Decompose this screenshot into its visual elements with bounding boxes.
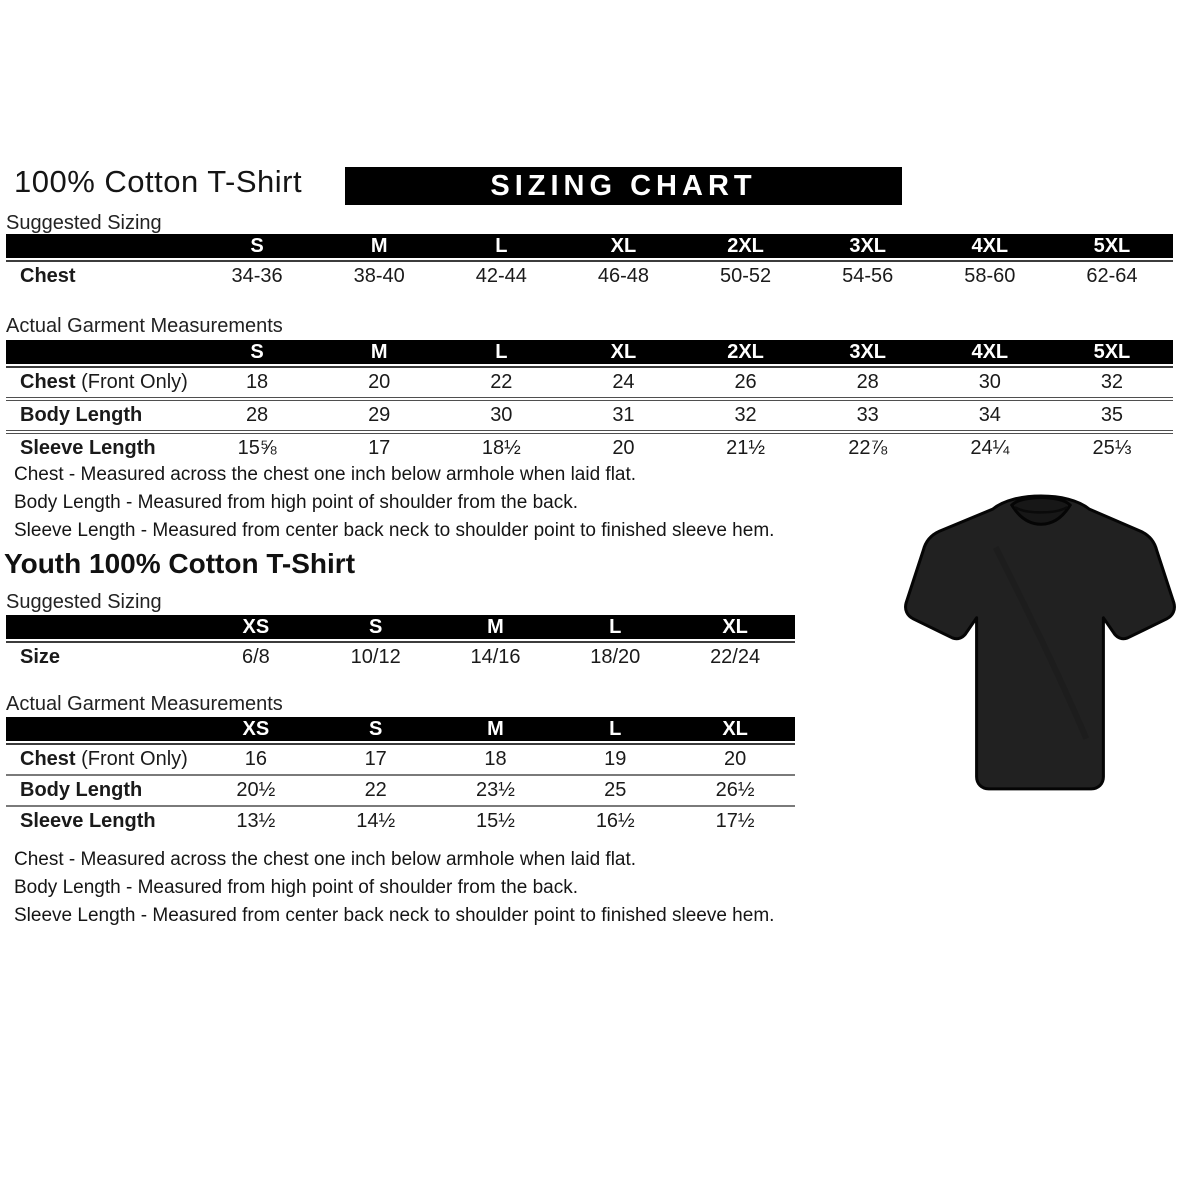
youth-suggested-table — [6, 615, 795, 672]
table-header-row — [6, 615, 795, 639]
table-cell: 32 — [734, 404, 757, 426]
table-cell: 31 — [612, 404, 635, 426]
column-header: L — [609, 616, 622, 638]
note-line: Sleeve Length - Measured from center back neck to shoulder point to finished sleeve hem. — [14, 905, 775, 926]
table-cell: 58-60 — [964, 265, 1016, 287]
table-cell: 10/12 — [350, 646, 401, 668]
table-cell: 16½ — [595, 810, 635, 832]
table-cell: 18 — [245, 371, 269, 393]
table-cell: 33 — [856, 404, 879, 426]
table-cell: 20 — [612, 437, 635, 459]
table-cell: 35 — [1100, 404, 1124, 426]
column-header: 3XL — [849, 341, 887, 363]
table-cell: 17 — [368, 437, 391, 459]
table-row — [6, 745, 795, 774]
row-label: Chest (Front Only) — [20, 371, 188, 393]
column-header: 5XL — [1093, 341, 1131, 363]
table-cell: 17½ — [715, 810, 755, 832]
table-cell: 13½ — [236, 810, 276, 832]
table-cell: 38-40 — [353, 265, 405, 287]
adult-suggested-table — [6, 234, 1173, 291]
table-cell: 16 — [244, 748, 268, 770]
column-header: M — [487, 616, 504, 638]
row-label: Sleeve Length — [20, 810, 156, 832]
adult-actual-label: Actual Garment Measurements — [6, 315, 283, 337]
row-label: Chest — [20, 265, 76, 287]
column-header: 4XL — [971, 341, 1009, 363]
table-cell: 34 — [978, 404, 1001, 426]
column-header: L — [495, 235, 508, 257]
table-cell: 24 — [612, 371, 635, 393]
note-line: Sleeve Length - Measured from center back neck to shoulder point to finished sleeve hem. — [14, 520, 775, 541]
table-cell: 26½ — [715, 779, 755, 801]
table-cell: 62-64 — [1086, 265, 1138, 287]
row-label: Sleeve Length — [20, 437, 156, 459]
table-cell: 20 — [723, 748, 747, 770]
table-cell: 46-48 — [597, 265, 650, 287]
youth-suggested-label: Suggested Sizing — [6, 591, 162, 613]
table-cell: 30 — [490, 404, 513, 426]
row-label: Body Length — [20, 779, 143, 801]
table-cell: 6/8 — [241, 646, 270, 668]
table-cell: 14½ — [356, 810, 396, 832]
table-cell: 15⅝ — [237, 437, 277, 459]
column-header: XL — [610, 341, 637, 363]
column-header: S — [369, 718, 383, 740]
column-header: S — [250, 235, 264, 257]
column-header: 2XL — [727, 341, 764, 363]
table-row — [6, 774, 795, 805]
table-cell: 22/24 — [710, 646, 761, 668]
column-header: XS — [242, 616, 270, 638]
note-line: Chest - Measured across the chest one inch below armhole when laid flat. — [14, 464, 637, 485]
table-cell: 15½ — [476, 810, 515, 832]
column-header: M — [487, 718, 504, 740]
table-cell: 26 — [734, 371, 757, 393]
column-header: S — [369, 616, 383, 638]
table-cell: 42-44 — [475, 265, 527, 287]
column-header: M — [370, 341, 388, 363]
table-header-row — [6, 717, 795, 741]
table-row — [6, 805, 795, 836]
column-header: 4XL — [971, 235, 1009, 257]
youth-measurement-notes — [14, 846, 774, 930]
table-cell: 14/16 — [470, 646, 521, 668]
adult-suggested-label: Suggested Sizing — [6, 212, 162, 234]
table-row — [6, 643, 795, 672]
table-row — [6, 262, 1173, 291]
row-label: Body Length — [20, 404, 143, 426]
table-cell: 18½ — [481, 437, 521, 459]
row-label: Chest (Front Only) — [20, 748, 188, 770]
table-cell: 29 — [368, 404, 391, 426]
adult-actual-table — [6, 340, 1173, 463]
table-cell: 22 — [364, 779, 387, 801]
table-cell: 22 — [490, 371, 513, 393]
table-row — [6, 397, 1173, 430]
note-line: Chest - Measured across the chest one inch below armhole when laid flat. — [14, 849, 637, 870]
youth-actual-table — [6, 717, 795, 836]
column-header: L — [609, 718, 622, 740]
table-cell: 34-36 — [231, 265, 283, 287]
adult-title: 100% Cotton T-Shirt — [14, 164, 303, 199]
column-header: XL — [610, 235, 637, 257]
table-cell: 30 — [978, 371, 1001, 393]
table-cell: 50-52 — [719, 265, 772, 287]
sizing-chart-banner-label: SIZING CHART — [490, 169, 757, 202]
table-cell: 54-56 — [842, 265, 894, 287]
table-cell: 25⅓ — [1092, 437, 1132, 459]
tshirt-image — [885, 487, 1197, 809]
column-header: 5XL — [1093, 235, 1131, 257]
note-line: Body Length - Measured from high point of shoulder from the back. — [14, 492, 578, 513]
table-cell: 20 — [368, 371, 391, 393]
table-cell: 23½ — [476, 779, 515, 801]
table-row — [6, 368, 1173, 397]
table-cell: 20½ — [236, 779, 276, 801]
table-cell: 17 — [364, 748, 387, 770]
youth-actual-label: Actual Garment Measurements — [6, 693, 283, 715]
table-header-row — [6, 234, 1173, 258]
adult-measurement-notes — [14, 461, 774, 545]
table-header-row — [6, 340, 1173, 364]
table-cell: 25 — [604, 779, 627, 801]
black-tshirt-icon — [885, 487, 1197, 809]
column-header: 3XL — [849, 235, 887, 257]
column-header: L — [495, 341, 508, 363]
table-cell: 24¼ — [970, 437, 1010, 459]
column-header: XS — [242, 718, 270, 740]
column-header: S — [250, 341, 264, 363]
note-line: Body Length - Measured from high point of shoulder from the back. — [14, 877, 578, 898]
table-cell: 22⅞ — [848, 437, 888, 459]
column-header: M — [370, 235, 388, 257]
table-cell: 28 — [856, 371, 879, 393]
table-cell: 21½ — [726, 437, 766, 459]
column-header: 2XL — [727, 235, 764, 257]
table-cell: 18/20 — [590, 646, 641, 668]
row-label: Size — [20, 646, 61, 668]
column-header: XL — [722, 718, 748, 740]
table-cell: 19 — [604, 748, 627, 770]
table-cell: 28 — [245, 404, 269, 426]
sizing-chart-banner — [345, 167, 902, 205]
youth-title: Youth 100% Cotton T-Shirt — [4, 548, 356, 579]
column-header: XL — [722, 616, 748, 638]
table-cell: 18 — [484, 748, 507, 770]
table-cell: 32 — [1100, 371, 1124, 393]
table-row — [6, 430, 1173, 463]
